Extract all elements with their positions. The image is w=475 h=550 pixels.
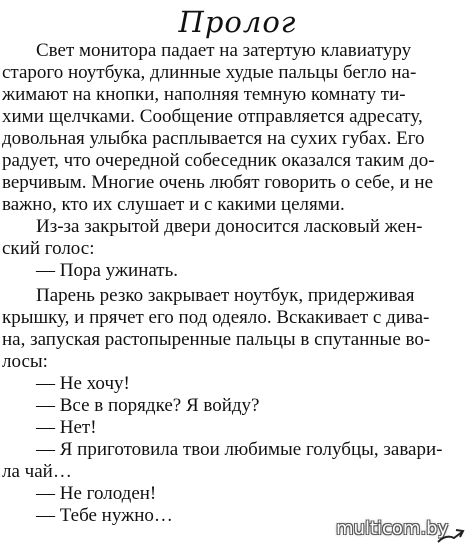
text-line: довольная улыбка расплывается на сухих губах. Его: [2, 128, 425, 149]
text-line: лосы:: [2, 351, 48, 372]
dialogue-line: — Тебе нужно…: [36, 505, 173, 526]
text-line: важно, кто их слушает и с какими целями.: [2, 194, 345, 215]
dialogue-line: — Я приготовила твои любимые голубцы, завари-: [36, 439, 443, 460]
text-line: на, запуская растопыренные пальцы в спутанные во-: [2, 329, 431, 350]
dialogue-line: — Пора ужинать.: [36, 260, 179, 281]
text-line: крышку, и прячет его под одеяло. Вскакивает с дива-: [2, 307, 430, 328]
text-line: радует, что очередной собеседник оказался таким до-: [2, 150, 435, 171]
text-line: ский голос:: [2, 238, 95, 259]
dialogue-line: — Нет!: [36, 417, 97, 438]
text-line: верчивым. Многие очень любят говорить о себе, и не: [2, 172, 434, 193]
dialogue-line: — Все в порядке? Я войду?: [36, 395, 260, 416]
dialogue-line: ла чай…: [2, 461, 72, 482]
watermark-text: multicom.by: [336, 518, 449, 539]
page-curl-icon: [436, 528, 466, 546]
chapter-title: Пролог: [178, 5, 297, 39]
dialogue-line: — Не голоден!: [36, 483, 157, 504]
dialogue-line: — Не хочу!: [36, 373, 130, 394]
text-line: Парень резко закрывает ноутбук, придерживая: [36, 285, 415, 306]
text-line: Свет монитора падает на затертую клавиатуру: [36, 40, 412, 61]
text-line: Из-за закрытой двери доносится ласковый жен-: [36, 216, 423, 237]
text-line: хими щелчками. Сообщение отправляется адресату,: [2, 106, 423, 127]
text-line: старого ноутбука, длинные худые пальцы бегло на-: [2, 62, 417, 83]
text-line: жимают на кнопки, наполняя темную комнату ти-: [2, 84, 406, 105]
